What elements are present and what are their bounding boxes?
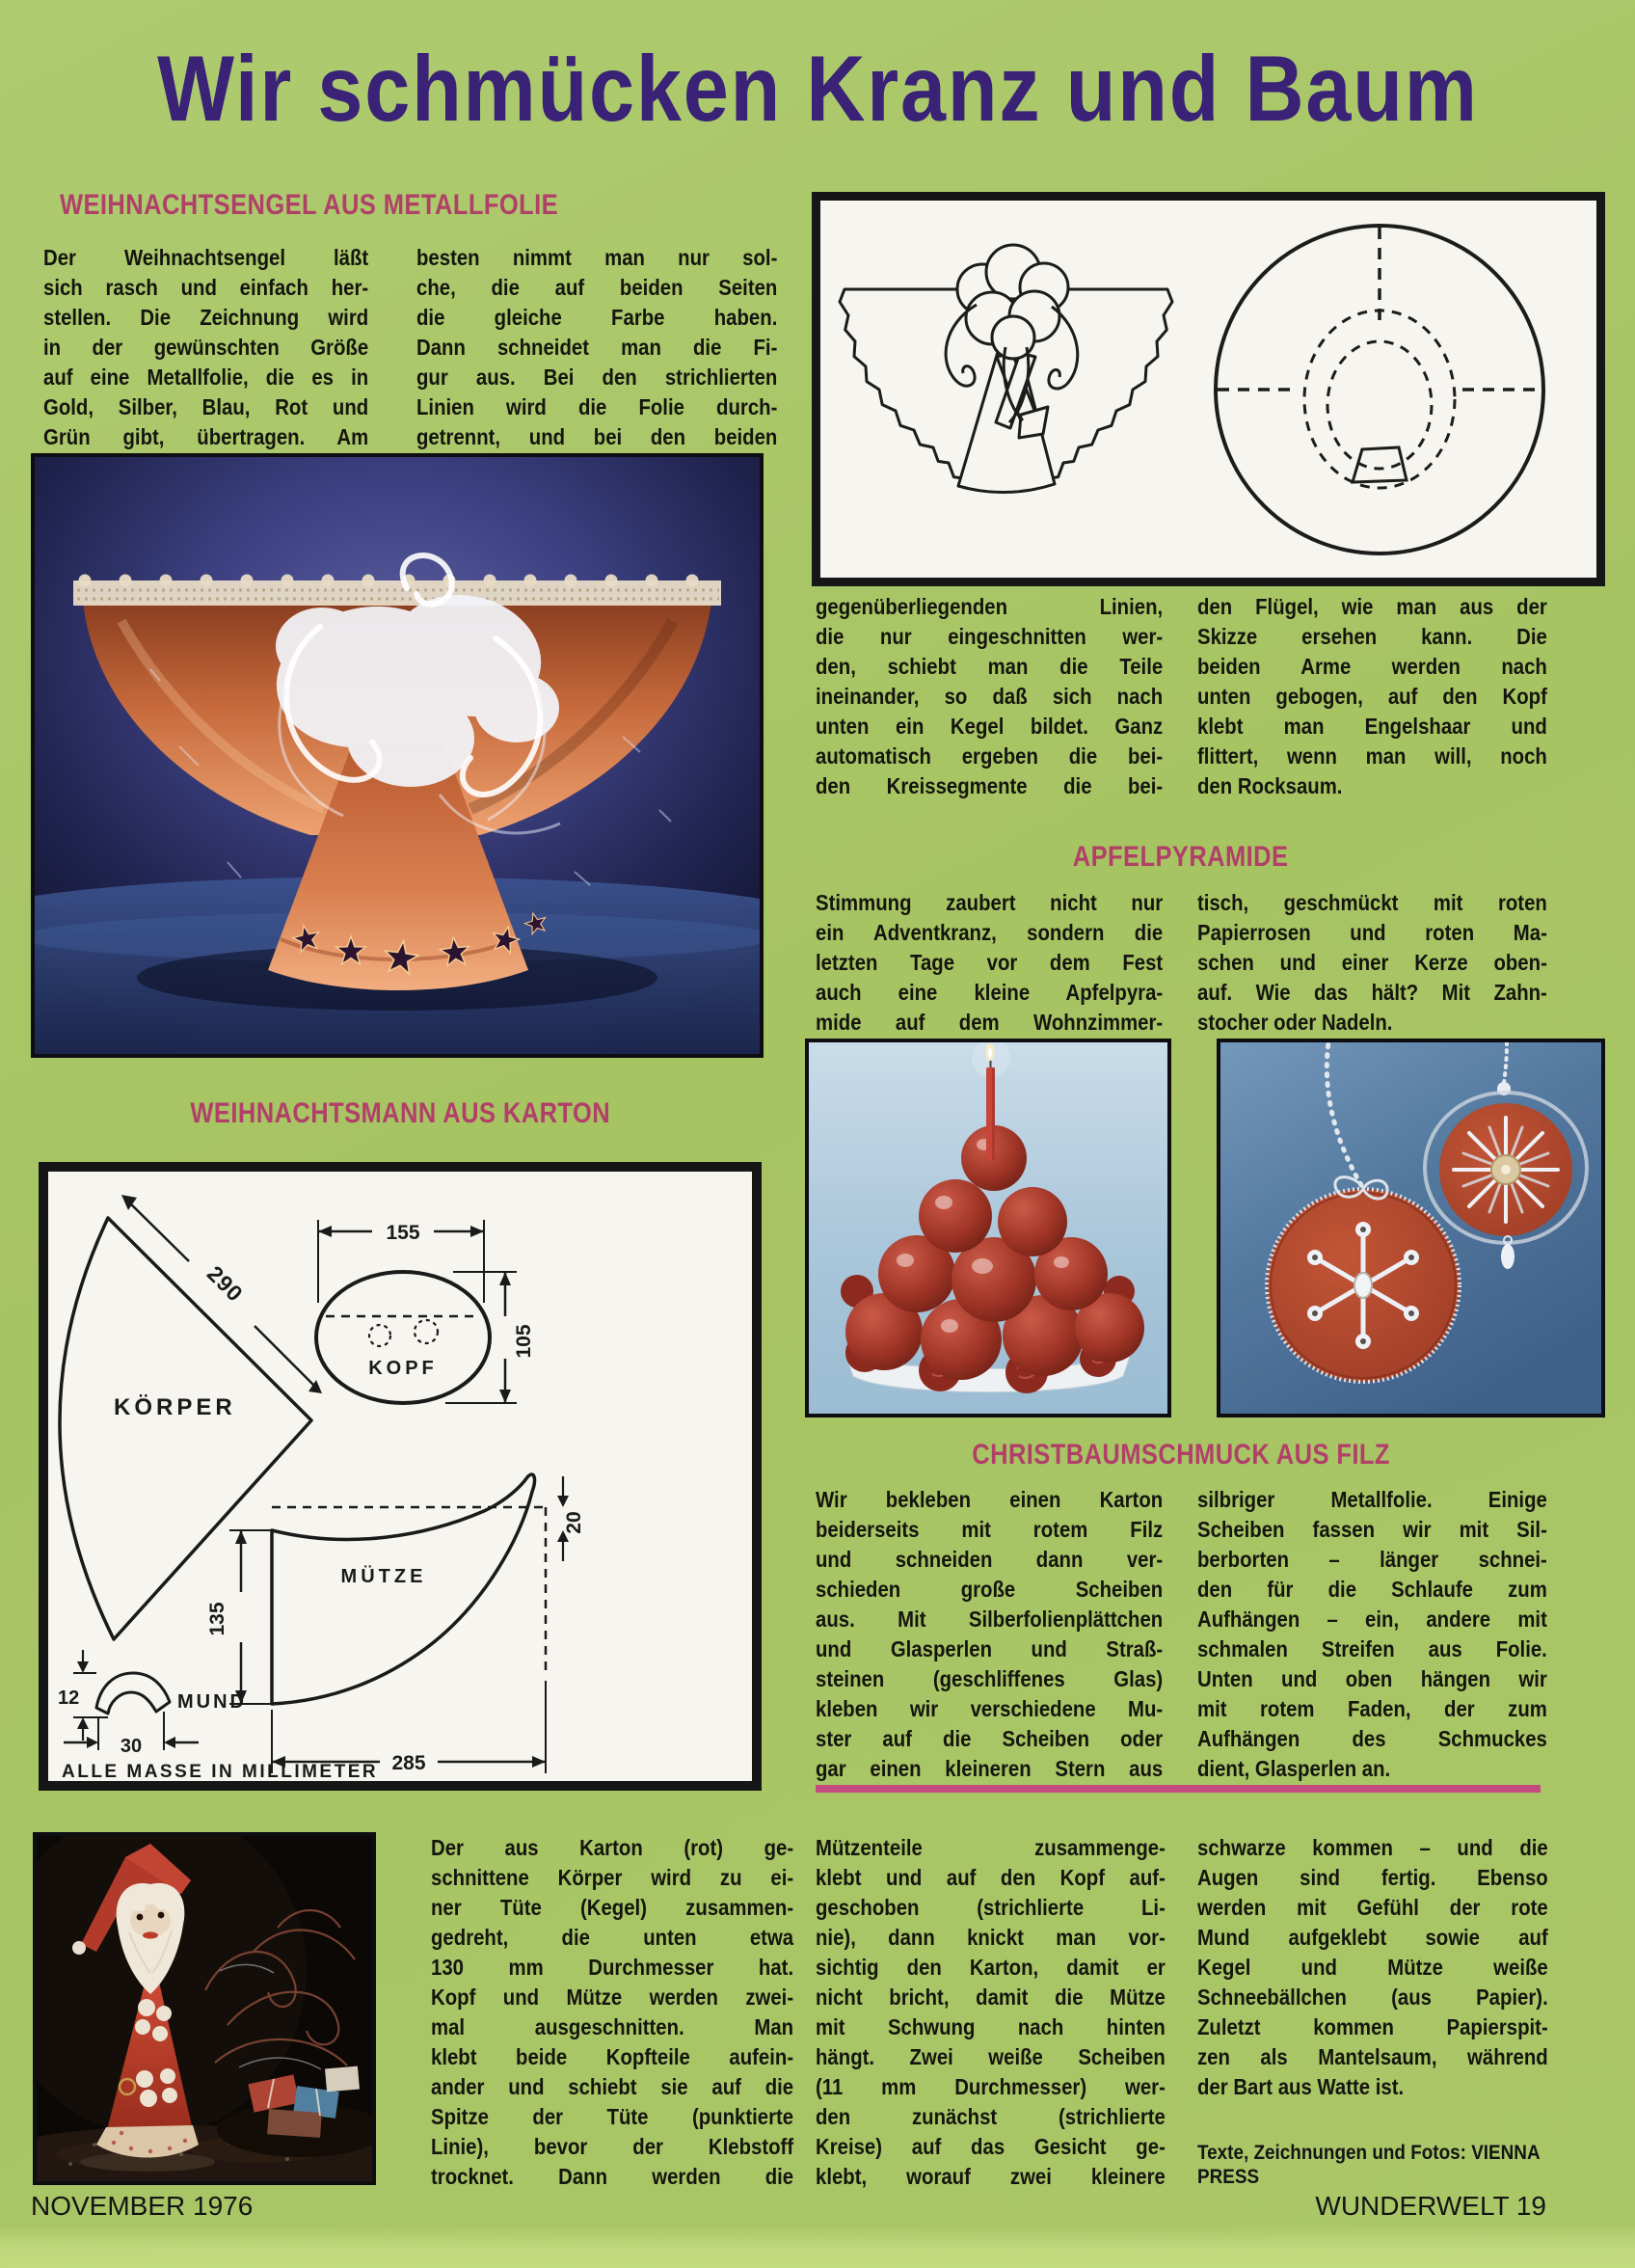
dim-kopf-105: 105 [513,1324,535,1359]
christbaum-text-col2: silbriger Metallfolie. Einige Scheiben fassen wir mit Sil- berborten – länger schnei- den für die Schlaufe zum Aufhängen – ein, andere mit schmalen Streifen aus Folie. Unten und oben hängen wir mit rotem Faden, der zum Aufhängen des Schmuckes dient, Glasperlen an. [1197,1487,1547,1781]
diagram-angel-pattern [812,192,1605,586]
page-bottom-texture [0,2226,1635,2268]
photo-metal-foil-angel [31,453,764,1058]
photo-felt-ornaments [1217,1039,1605,1418]
engel-text-col2: besten nimmt man nur sol- che, die auf beiden Seiten die gleiche Farbe haben. Dann schneidet man die Fi- gur aus. Bei den strichlierten Linien wird die Folie durch- getrennt, und bei den beiden [416,245,778,449]
dim-muetze-135: 135 [206,1602,228,1636]
footer-issue-date: NOVEMBER 1976 [31,2191,254,2221]
dim-koerper-290: 290 [201,1260,249,1308]
label-kopf: KOPF [368,1358,438,1379]
credit-line: Texte, Zeichnungen und Fotos: VIENNA PRESS [1197,2142,1541,2188]
footer-magazine-page: WUNDERWELT 19 [1315,2191,1546,2221]
dim-mund-30: 30 [120,1736,143,1757]
heading-apfelpyramide: APFELPYRAMIDE [1073,841,1289,873]
diagram-santa-pattern [39,1162,762,1791]
photo-santa-carton [33,1832,376,2185]
label-muetze: MÜTZE [340,1566,427,1587]
sunburst-decoration [1454,1118,1558,1222]
mund-shape [96,1673,170,1714]
heading-weihnachtsengel: WEIHNACHTSENGEL AUS METALLFOLIE [60,189,559,221]
weihnachtsmann-text-col2: Mützenteile zusammenge- klebt und auf den Kopf auf- geschoben (strichlierte Li- nie), dann knickt man vor- sichtig den Karton, damit er nicht bricht, damit die Mütze mit Schwung nach hinten hängt. Zwei weiße Scheiben (11 mm Durchmesser) wer- den zunächst (strichlierte Kreise) auf das Gesicht ge- klebt, worauf zwei kleinere [816,1835,1166,2189]
angel-figure-sketch [840,245,1172,493]
apfel-text-col2: tisch, geschmückt mit roten Papierrosen und roten Ma- schen und einer Kerze oben- auf. Wie das hält? Mit Zahn- stocher oder Nadeln. [1197,890,1547,1035]
diagram-note: ALLE MASSE IN MILLIMETER [62,1762,379,1781]
cone-circle-sketch [1216,226,1543,554]
engel-text-col4: den Flügel, wie man aus der Skizze ersehen kann. Die beiden Arme werden nach unten gebogen, auf den Kopf klebt man Engelshaar und flittert, wenn man will, noch den Rocksaum. [1197,594,1547,798]
pearl-drop [1501,1244,1514,1269]
heading-christbaumschmuck: CHRISTBAUMSCHMUCK AUS FILZ [972,1439,1390,1471]
dim-muetze-20: 20 [563,1511,585,1534]
kopf-shape [316,1272,490,1403]
section-divider-bar [816,1785,1541,1793]
engel-text-col3: gegenüberliegenden Linien, die nur eingeschnitten wer- den, schiebt man die Teile ineinander, so daß sich nach unten ein Kegel bildet. Ganz automatisch ergeben die bei- den Kreissegmente die bei- [816,594,1164,798]
engel-text-col1: Der Weihnachtsengel läßt sich rasch und einfach her- stellen. Die Zeichnung wird in der gewünschten Größe auf eine Metallfolie, die es in Gold, Silber, Blau, Rot und Grün gibt, übertragen. Am [43,245,369,449]
dim-muetze-285: 285 [391,1752,426,1774]
photo-apple-pyramid [805,1039,1171,1418]
heading-weihnachtsmann: WEIHNACHTSMANN AUS KARTON [190,1097,610,1129]
santa-mouth [143,1931,158,1938]
weihnachtsmann-text-col3: schwarze kommen – und die Augen sind fertig. Ebenso werden mit Gefühl der rote Mund aufgeklebt sowie auf Kegel und Mütze weiße Schneebällchen (aus Papier). Zuletzt kommen Papierspit- zen als Mantelsaum, während der Bart aus Watte ist. [1197,1835,1548,2099]
label-koerper: KÖRPER [114,1394,236,1420]
muetze-shape [272,1474,534,1704]
dim-mund-12: 12 [58,1688,80,1709]
page-title: Wir schmücken Kranz und Baum [156,36,1479,141]
dim-kopf-155: 155 [386,1222,420,1244]
weihnachtsmann-text-col1: Der aus Karton (rot) ge- schnittene Körper wird zu ei- ner Tüte (Kegel) zusammen- gedreht, die unten etwa 130 mm Durchmesser hat. Kopf und Mütze werden zwei- mal ausgeschnitten. Man klebt beide Kopfteile aufein- ander und schiebt sie auf die Spitze der Tüte (punktierte Linie), bevor der Klebstoff trocknet. Dann werden die [431,1835,794,2189]
label-mund: MUND [177,1691,247,1713]
christbaum-text-col1: Wir bekleben einen Karton beiderseits mit rotem Filz und schneiden dann ver- schieden große Scheiben aus. Mit Silberfolienplättchen und Glasperlen und Straß- steinen (geschliffenes Glas) kleben wir verschiedene Mu- ster auf die Scheiben oder gar einen kleineren Stern aus [816,1487,1164,1781]
apfel-text-col1: Stimmung zaubert nicht nur ein Adventkranz, sondern die letzten Tage vor dem Fest auch eine kleine Apfelpyra- mide auf dem Wohnzimmer- [816,890,1164,1035]
